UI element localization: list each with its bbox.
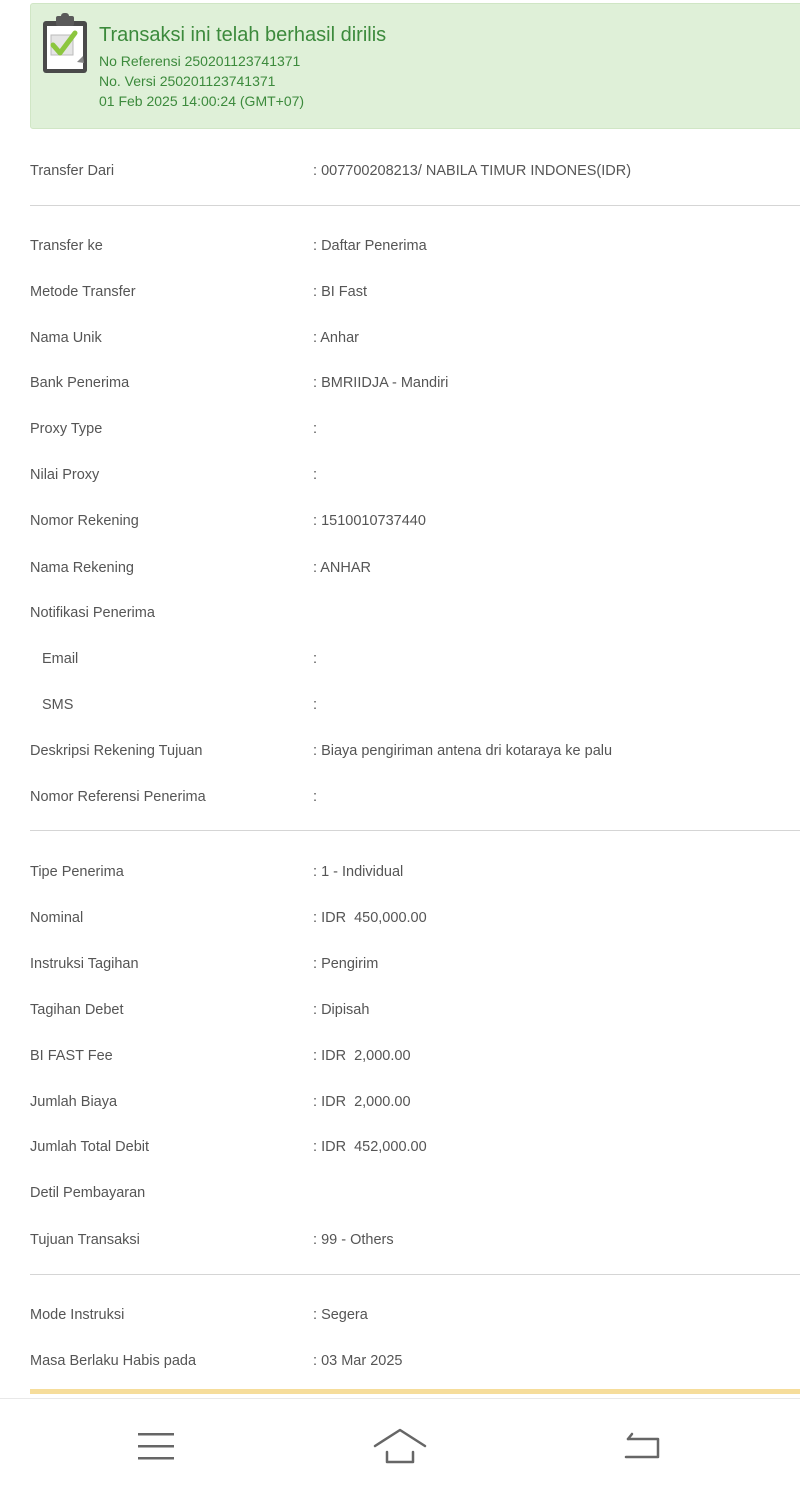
home-icon	[372, 1426, 428, 1466]
label-jumlah-biaya: Jumlah Biaya	[30, 1094, 118, 1110]
row-deskripsi-rekening-tujuan	[0, 741, 800, 765]
label-tagihan-debet: Tagihan Debet	[30, 1002, 124, 1018]
back-icon	[620, 1429, 664, 1463]
home-button[interactable]	[370, 1421, 430, 1471]
section-divider	[30, 830, 800, 831]
label-nominal: Nominal	[30, 910, 84, 926]
value-instruksi-tagihan: : Pengirim	[313, 956, 378, 972]
value-nomor-rekening: : 1510010737440	[313, 513, 426, 529]
label-nomor-rekening: Nomor Rekening	[30, 513, 139, 529]
label-masa-berlaku: Masa Berlaku Habis pada	[30, 1353, 197, 1369]
row-nomor-rekening	[0, 511, 800, 535]
row-masa-berlaku	[0, 1351, 800, 1375]
label-deskripsi-rekening-tujuan: Deskripsi Rekening Tujuan	[30, 743, 203, 759]
row-tagihan-debet	[0, 1000, 800, 1024]
label-instruksi-tagihan: Instruksi Tagihan	[30, 956, 139, 972]
success-banner	[30, 3, 800, 129]
value-nilai-proxy	[313, 467, 317, 483]
back-button[interactable]	[612, 1421, 672, 1471]
label-jumlah-total-debit: Jumlah Total Debit	[30, 1139, 150, 1155]
menu-icon	[136, 1429, 176, 1463]
row-nomor-referensi-penerima	[0, 787, 800, 811]
row-jumlah-biaya	[0, 1092, 800, 1116]
row-notifikasi-penerima	[0, 603, 800, 627]
action-bar-edge	[30, 1389, 800, 1394]
label-sms: SMS	[42, 697, 74, 713]
row-proxy-type	[0, 419, 800, 443]
row-nama-unik	[0, 328, 800, 352]
value-bank-penerima: : BMRIIDJA - Mandiri	[313, 375, 448, 391]
row-nilai-proxy	[0, 465, 800, 489]
row-mode-instruksi	[0, 1305, 800, 1329]
label-metode-transfer: Metode Transfer	[30, 284, 136, 300]
row-metode-transfer	[0, 282, 800, 306]
value-nama-rekening: : ANHAR	[313, 560, 371, 576]
row-transfer-dari	[0, 161, 800, 185]
value-deskripsi-rekening-tujuan: : Biaya pengiriman antena dri kotaraya ke palu	[313, 743, 612, 759]
value-jumlah-total-debit: : IDR 452,000.00	[313, 1139, 427, 1155]
label-tipe-penerima: Tipe Penerima	[30, 864, 124, 880]
row-nominal	[0, 908, 800, 932]
row-instruksi-tagihan	[0, 954, 800, 978]
label-nomor-referensi-penerima: Nomor Referensi Penerima	[30, 789, 206, 805]
value-tagihan-debet: : Dipisah	[313, 1002, 369, 1018]
label-nama-unik: Nama Unik	[30, 330, 102, 346]
banner-version: No. Versi 250201123741371	[99, 73, 276, 89]
row-bank-penerima	[0, 373, 800, 397]
value-tipe-penerima: : 1 - Individual	[313, 864, 403, 880]
label-proxy-type: Proxy Type	[30, 421, 103, 437]
value-transfer-dari: : 007700208213/ NABILA TIMUR INDONES(IDR)	[313, 163, 631, 179]
section-divider	[30, 205, 800, 206]
label-bi-fast-fee: BI FAST Fee	[30, 1048, 113, 1064]
row-detil-pembayaran	[0, 1183, 800, 1207]
value-masa-berlaku: : 03 Mar 2025	[313, 1353, 402, 1369]
value-jumlah-biaya: : IDR 2,000.00	[313, 1094, 411, 1110]
value-tujuan-transaksi: : 99 - Others	[313, 1232, 394, 1248]
row-email	[0, 649, 800, 673]
row-sms	[0, 695, 800, 719]
row-tujuan-transaksi	[0, 1230, 800, 1254]
value-nomor-referensi-penerima	[313, 789, 317, 805]
menu-button[interactable]	[126, 1421, 186, 1471]
label-bank-penerima: Bank Penerima	[30, 375, 130, 391]
row-bi-fast-fee	[0, 1046, 800, 1070]
value-sms	[313, 697, 317, 713]
label-mode-instruksi: Mode Instruksi	[30, 1307, 125, 1323]
value-nominal: : IDR 450,000.00	[313, 910, 427, 926]
label-nama-rekening: Nama Rekening	[30, 560, 134, 576]
label-transfer-dari: Transfer Dari	[30, 163, 115, 179]
value-proxy-type	[313, 421, 317, 437]
row-nama-rekening	[0, 558, 800, 582]
banner-reference: No Referensi 250201123741371	[99, 53, 301, 69]
value-mode-instruksi: : Segera	[313, 1307, 368, 1323]
label-transfer-ke: Transfer ke	[30, 238, 103, 254]
row-jumlah-total-debit	[0, 1137, 800, 1161]
row-tipe-penerima	[0, 862, 800, 886]
navigation-bar	[0, 1398, 800, 1494]
section-divider	[30, 1274, 800, 1275]
value-transfer-ke: : Daftar Penerima	[313, 238, 427, 254]
banner-title: Transaksi ini telah berhasil dirilis	[99, 24, 387, 46]
label-tujuan-transaksi: Tujuan Transaksi	[30, 1232, 140, 1248]
value-bi-fast-fee: : IDR 2,000.00	[313, 1048, 411, 1064]
value-metode-transfer: : BI Fast	[313, 284, 367, 300]
label-email: Email	[42, 651, 79, 667]
label-detil-pembayaran: Detil Pembayaran	[30, 1185, 146, 1201]
value-nama-unik: : Anhar	[313, 330, 359, 346]
label-notifikasi-penerima: Notifikasi Penerima	[30, 605, 155, 621]
clipboard-check-icon	[40, 13, 90, 75]
banner-datetime: 01 Feb 2025 14:00:24 (GMT+07)	[99, 93, 305, 109]
label-nilai-proxy: Nilai Proxy	[30, 467, 100, 483]
row-transfer-ke	[0, 236, 800, 260]
value-email	[313, 651, 317, 667]
